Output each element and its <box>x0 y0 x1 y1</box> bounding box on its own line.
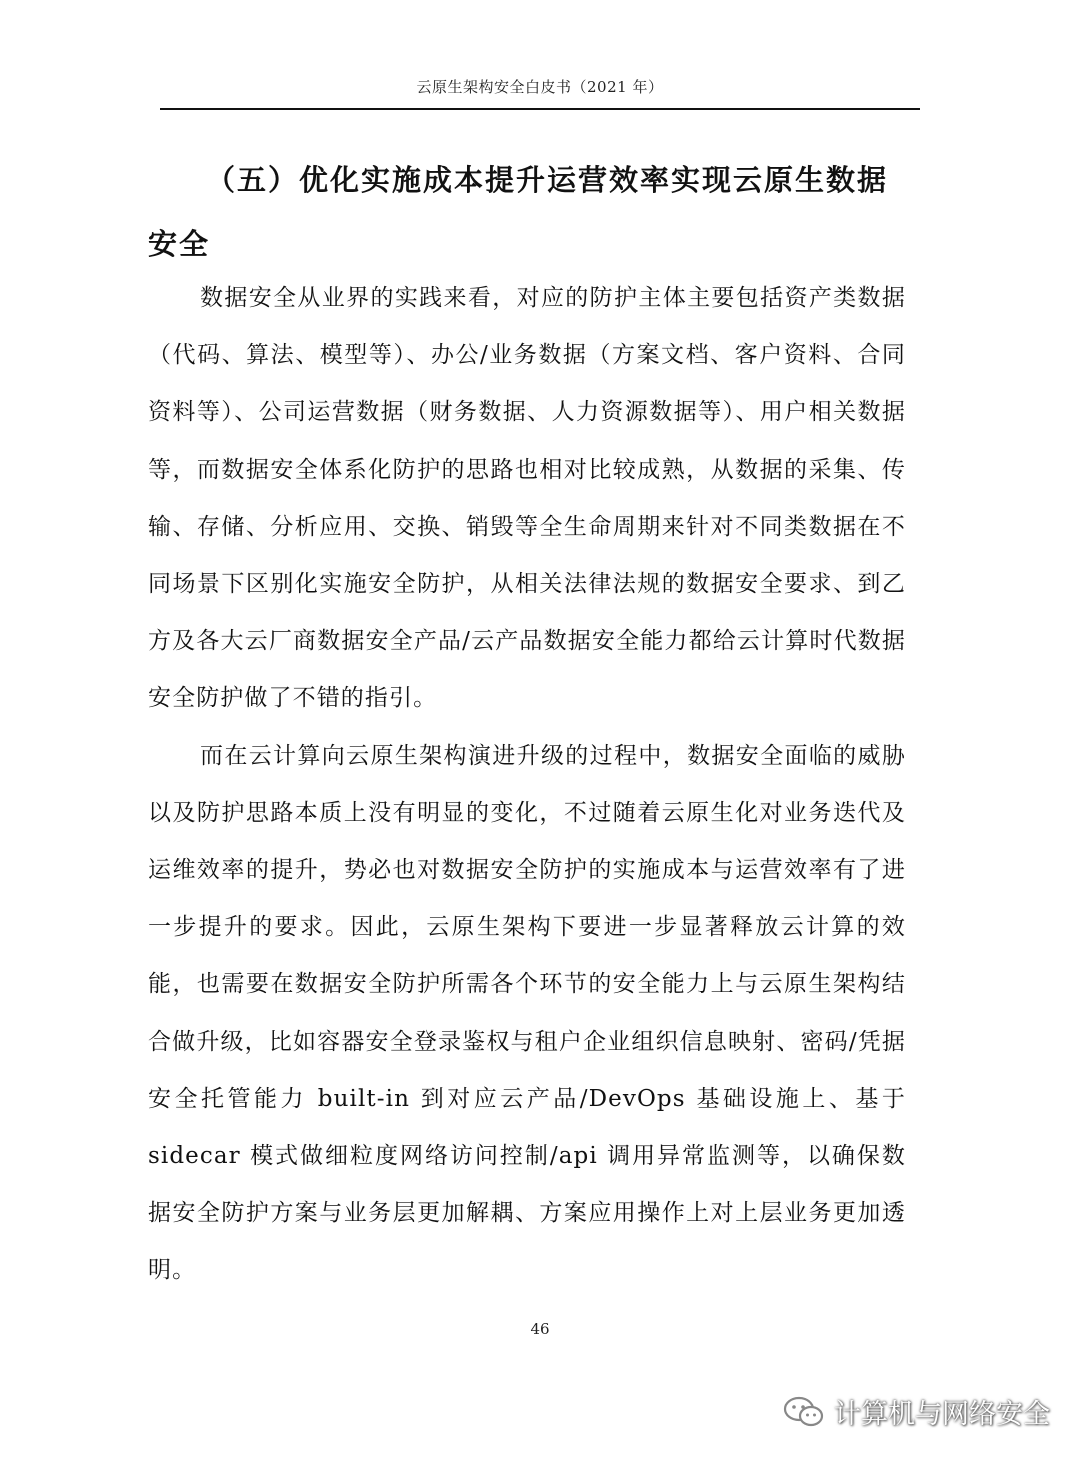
page-number: 46 <box>530 1320 550 1338</box>
paragraph-2: 而在云计算向云原生架构演进升级的过程中，数据安全面临的威胁以及防护思路本质上没有明显的变化，不过随着云原生化对业务迭代及运维效率的提升，势必也对数据安全防护的实施成本与运营效率有了进一步提升的要求。因此，云原生架构下要进一步显著释放云计算的效能，也需要在数据安全防护所需各个环节的安全能力上与云原生架构结合做升级，比如容器安全登录鉴权与租户企业组织信息映射、密码/凭据安全托管能力 built-in 到对应云产品/DevOps 基础设施上、基于 sidecar 模式做细粒度网络访问控制/api 调用异常监测等，以确保数据安全防护方案与业务层更加解耦、方案应用操作上对上层业务更加透明。 <box>148 742 906 1284</box>
section-title: （五）优化实施成本提升运营效率实现云原生数据安全 <box>148 163 889 261</box>
watermark <box>782 1392 1050 1431</box>
running-header: 云原生架构安全白皮书（2021 年） <box>416 78 664 96</box>
watermark-text: 计算机与网络安全 <box>834 1399 1050 1430</box>
paragraph-1: 数据安全从业界的实践来看，对应的防护主体主要包括资产类数据（代码、算法、模型等）、办公/业务数据（方案文档、客户资料、合同资料等）、公司运营数据（财务数据、人力资源数据等）、用户相关数据等，而数据安全体系化防护的思路也相对比较成熟，从数据的采集、传输、存储、分析应用、交换、销毁等全生命周期来针对不同类数据在不同场景下区别化实施安全防护，从相关法律法规的数据安全要求、到乙方及各大云厂商数据安全产品/云产品数据安全能力都给云计算时代数据安全防护做了不错的指引。 <box>148 285 906 712</box>
header-divider <box>160 108 920 110</box>
wechat-icon <box>782 1395 826 1429</box>
body-text <box>148 270 906 1300</box>
